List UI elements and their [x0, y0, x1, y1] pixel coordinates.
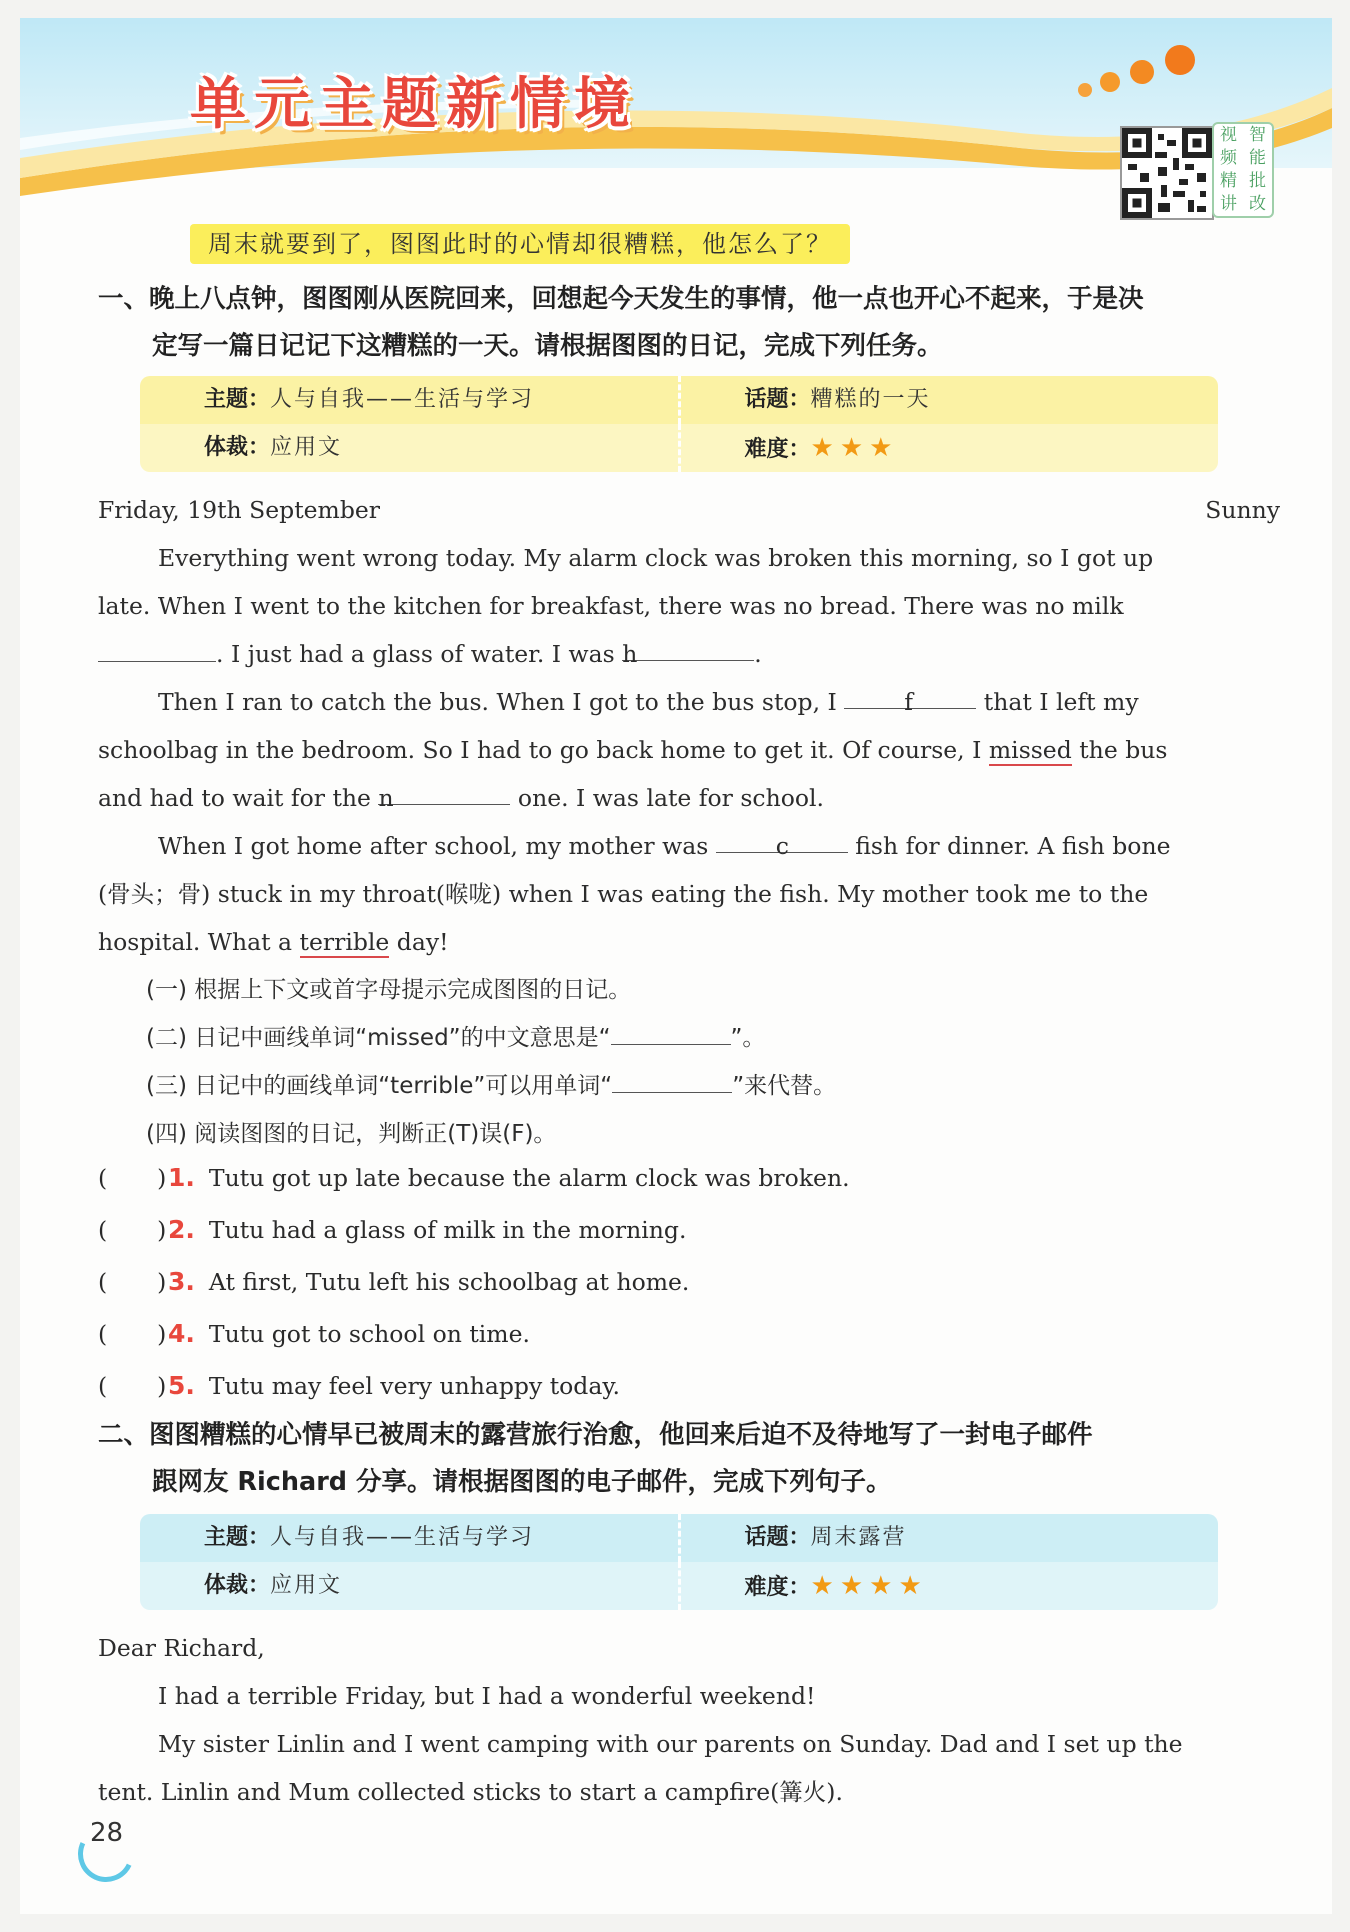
task-3: (三) 日记中的画线单词“terrible”可以用单词“ ”来代替。 [146, 1062, 1280, 1110]
blank-1[interactable] [98, 631, 216, 662]
answer-blank-terrible[interactable] [612, 1062, 732, 1093]
email-greeting: Dear Richard, [98, 1634, 265, 1662]
diary-body: Everything went wrong today. My alarm clock was broken this morning, so I got up late. When I went to the kitchen for breakfast, there was no bread. There was no milk . I just had a glass of water. I was h . Then I ran to catch the bus. When I got to the bus stop, I f that I left my schoolbag in the bedroom. So I had to go back home to get it. Of course, I missed the bus and had to wait for the n one. I was late for school. When I got home after school, my mother was c fish for dinner. A fish bone (骨头；骨) stuck in my throat(喉咙) when I was eating the fish. My mother took me to the hospital. What a terrible day! [98, 544, 1171, 956]
blank-2[interactable]: h [622, 630, 754, 661]
question-1-instructions: 一、晚上八点钟，图图刚从医院回来，回想起今天发生的事情，他一点也开心不起来，于是决 定写一篇日记记下这糟糕的一天。请根据图图的日记，完成下列任务。 [98, 284, 1144, 361]
underlined-word-missed: missed [988, 736, 1072, 764]
decor-dot [1078, 83, 1092, 97]
unit-theme-title: 单元主题新情境 [190, 72, 638, 137]
true-false-item[interactable]: ( )5. Tutu may feel very unhappy today. [98, 1371, 620, 1400]
true-false-item[interactable]: ( )1. Tutu got up late because the alarm clock was broken. [98, 1163, 850, 1192]
difficulty-stars: ★★★ [810, 433, 899, 463]
email-body: Dear Richard, I had a terrible Friday, but I had a wonderful weekend! My sister Linlin and I went camping with our parents on Sunday. Dad and I set up the tent. Linlin and Mum collected sticks to start a campfire(篝火). [98, 1624, 1280, 1816]
decor-dot [1130, 60, 1154, 84]
diary-header [98, 486, 1280, 534]
task-2: (二) 日记中画线单词“missed”的中文意思是“ ”。 [146, 1014, 1280, 1062]
true-false-item[interactable]: ( )3. At first, Tutu left his schoolbag at home. [98, 1267, 690, 1296]
blank-3[interactable]: f [844, 678, 976, 709]
task-1: (一) 根据上下文或首字母提示完成图图的日记。 [146, 977, 632, 1003]
underlined-word-terrible: terrible [299, 928, 390, 956]
decor-dot [1100, 72, 1120, 92]
true-false-item[interactable]: ( )2. Tutu had a glass of milk in the morning. [98, 1215, 687, 1244]
difficulty-stars: ★★★★ [810, 1571, 928, 1601]
qr-code-icon[interactable] [1120, 126, 1214, 220]
question-2-info-box: 主题：人与自我——生活与学习 话题：周末露营 体裁：应用文 难度：★★★★ [140, 1514, 1218, 1610]
diary-date: Friday, 19th September [98, 496, 381, 524]
task-4: (四) 阅读图图的日记，判断正(T)误(F)。 [146, 1121, 557, 1147]
task-list [98, 966, 1280, 1158]
smart-video-label: 视 智 频 能 精 批 讲 改 [1212, 122, 1274, 218]
scenario-intro: 周末就要到了，图图此时的心情却很糟糕，他怎么了？ [190, 224, 850, 264]
question-2-instructions: 二、图图糟糕的心情早已被周末的露营旅行治愈，他回来后迫不及待地写了一封电子邮件 跟网友 Richard 分享。请根据图图的电子邮件，完成下列句子。 [98, 1420, 1093, 1497]
diary-weather: Sunny [1205, 496, 1280, 524]
blank-4[interactable]: n [378, 774, 510, 805]
decor-dot [1165, 45, 1195, 75]
blank-5[interactable]: c [716, 822, 848, 853]
question-1-info-box: 主题：人与自我——生活与学习 话题：糟糕的一天 体裁：应用文 难度：★★★ [140, 376, 1218, 472]
page-number: 28 [90, 1818, 124, 1848]
answer-blank-missed[interactable] [611, 1014, 731, 1045]
textbook-page [20, 18, 1332, 1914]
true-false-item[interactable]: ( )4. Tutu got to school on time. [98, 1319, 530, 1348]
